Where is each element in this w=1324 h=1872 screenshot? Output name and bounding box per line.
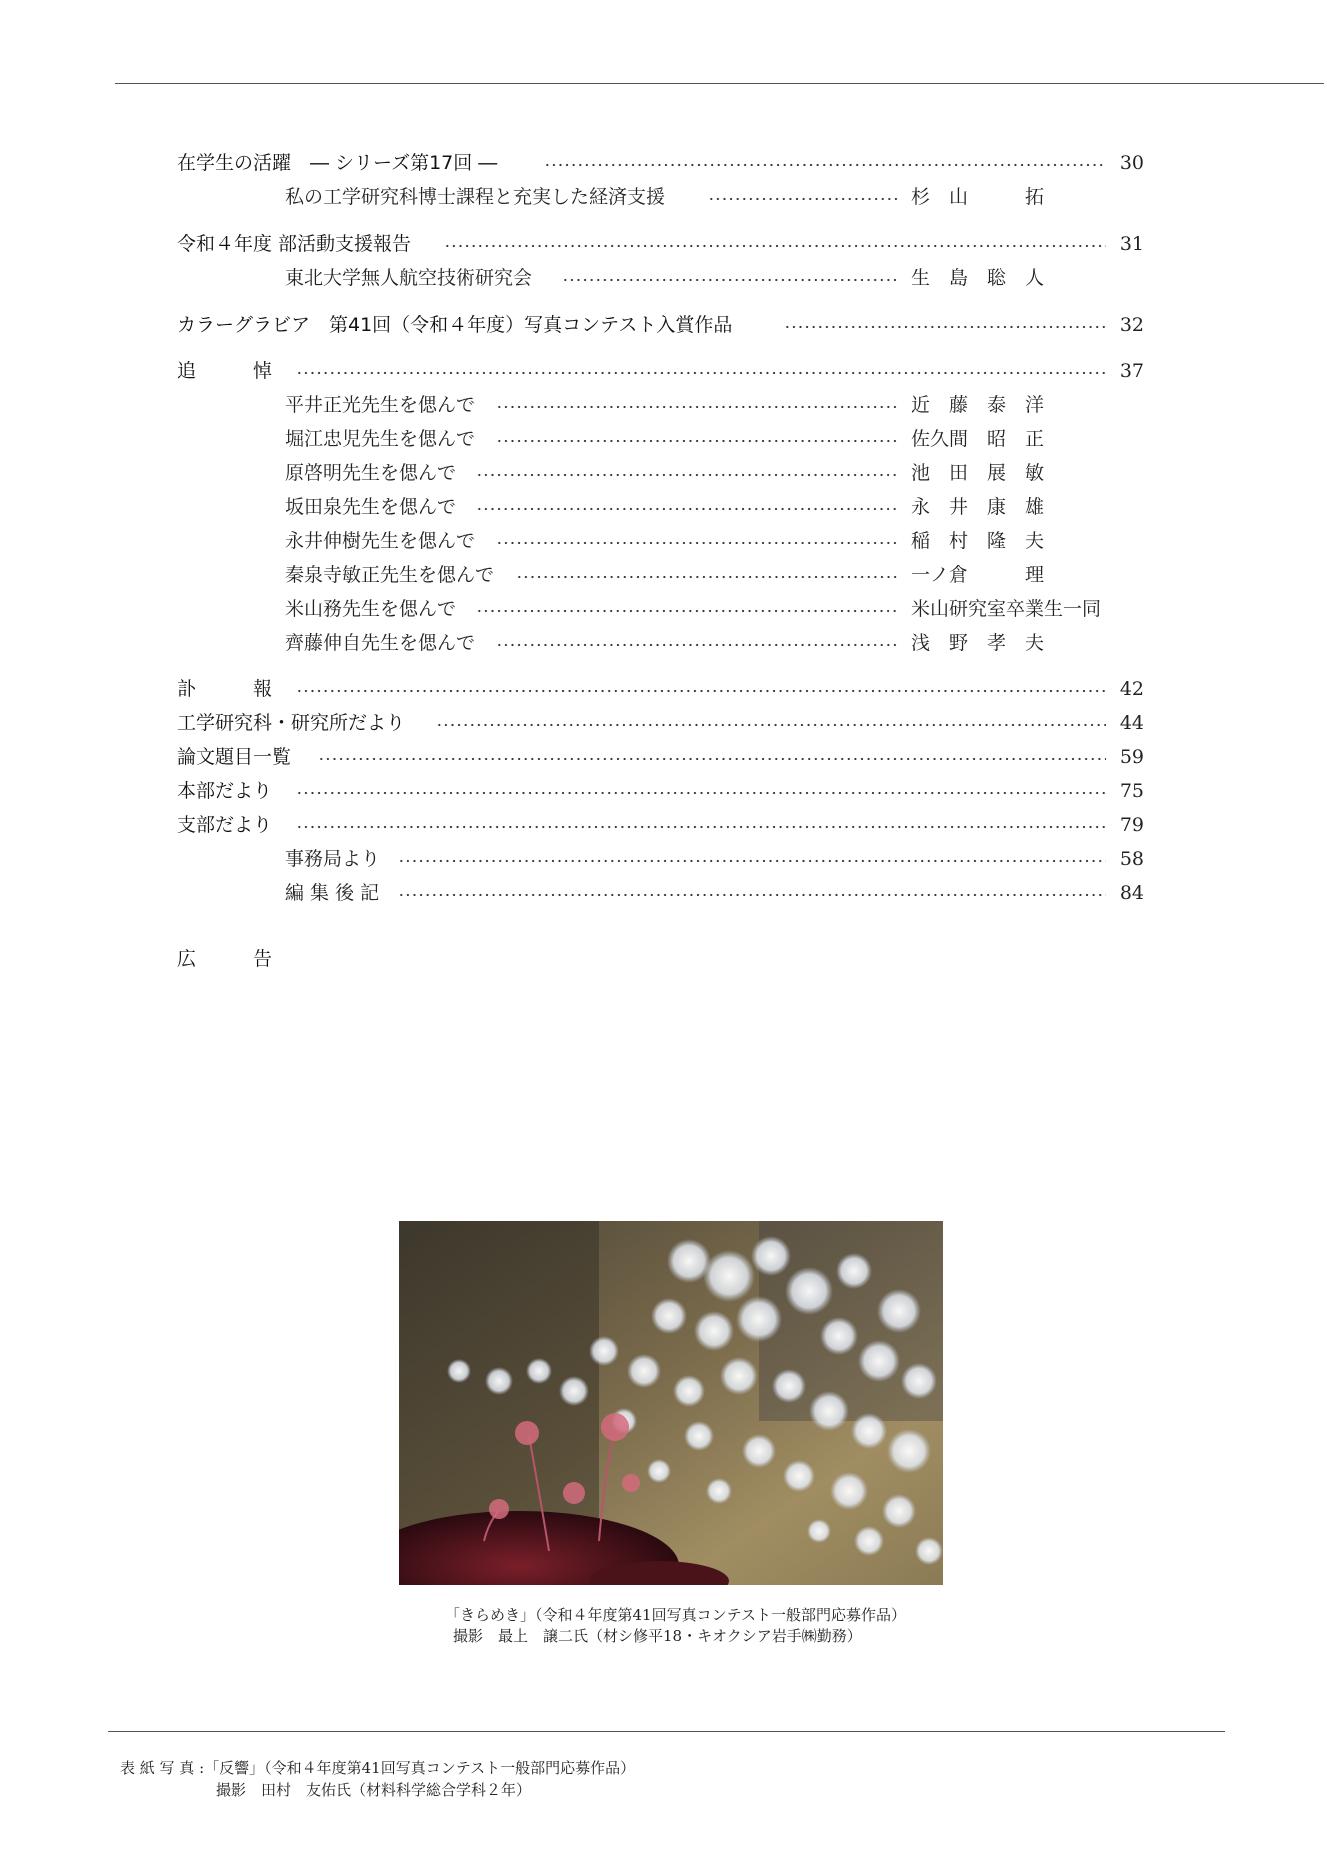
- toc-author: 生 島 聡 人: [911, 267, 1045, 289]
- bokeh-photo: [399, 1221, 943, 1585]
- toc-page: 30: [1119, 152, 1144, 174]
- toc-row-kokoku[interactable]: [0, 942, 1324, 976]
- toc-row-tsuito[interactable]: [0, 354, 1324, 388]
- leader-dots: [562, 261, 900, 295]
- toc-subtitle: 平井正光先生を偲んで: [285, 394, 476, 416]
- toc-author: 稲 村 隆 夫: [911, 530, 1045, 552]
- toc-row-fuho[interactable]: [0, 672, 1324, 706]
- toc-page: 58: [1119, 848, 1144, 870]
- toc-page: 79: [1119, 814, 1144, 836]
- toc-subtitle: 堀江忠児先生を偲んで: [285, 428, 476, 450]
- toc-row-zaigakusei[interactable]: [0, 146, 1324, 180]
- toc-page: 44: [1119, 712, 1144, 734]
- leader-dots: [296, 774, 1106, 808]
- toc-row-bukatsudo[interactable]: [0, 227, 1324, 261]
- leader-dots: [496, 422, 900, 456]
- toc-subrow-memorial[interactable]: [0, 558, 1324, 592]
- toc-author: 米山研究室卒業生一同: [911, 598, 1102, 620]
- toc-title: 支部だより: [177, 814, 273, 836]
- toc-subtitle: 永井伸樹先生を偲んで: [285, 530, 476, 552]
- toc-author: 杉 山 拓: [911, 186, 1045, 208]
- leader-dots: [398, 842, 1106, 876]
- toc-title: 事務局より: [285, 848, 381, 870]
- toc-title: 編 集 後 記: [285, 882, 380, 904]
- leader-dots: [318, 740, 1106, 774]
- toc-subtitle: 原啓明先生を偲んで: [285, 462, 457, 484]
- toc-subrow-memorial[interactable]: [0, 422, 1324, 456]
- leader-dots: [476, 456, 900, 490]
- cover-photo-credit: 撮影 田村 友佑氏（材料科学総合学科２年）: [216, 1781, 532, 1799]
- toc-author: 近 藤 泰 洋: [911, 394, 1045, 416]
- bokeh-photo-image: [399, 1221, 943, 1585]
- toc-subtitle: 秦泉寺敏正先生を偲んで: [285, 564, 495, 586]
- leader-dots: [436, 706, 1106, 740]
- leader-dots: [544, 146, 1106, 180]
- toc-subrow-memorial[interactable]: [0, 388, 1324, 422]
- leader-dots: [496, 524, 900, 558]
- leader-dots: [476, 490, 900, 524]
- toc-author: 浅 野 孝 夫: [911, 632, 1045, 654]
- leader-dots: [398, 876, 1106, 910]
- toc-subrow-zaigakusei[interactable]: [0, 180, 1324, 214]
- leader-dots: [444, 227, 1106, 261]
- toc-subrow-memorial[interactable]: [0, 626, 1324, 660]
- toc-subtitle: 東北大学無人航空技術研究会: [285, 267, 533, 289]
- leader-dots: [296, 672, 1106, 706]
- photo-caption-title: 「きらめき」（令和４年度第41回写真コンテスト一般部門応募作品）: [445, 1606, 906, 1624]
- toc-row-ronbun[interactable]: [0, 740, 1324, 774]
- toc-row-honbu[interactable]: [0, 774, 1324, 808]
- toc-row-shibu[interactable]: [0, 808, 1324, 842]
- toc-row-gravure[interactable]: [0, 308, 1324, 342]
- toc-row-jimukyoku[interactable]: [0, 842, 1324, 876]
- toc-title: 在学生の活躍 ― シリーズ第17回 ―: [177, 152, 498, 174]
- toc-subrow-memorial[interactable]: [0, 524, 1324, 558]
- toc-subrow-memorial[interactable]: [0, 456, 1324, 490]
- leader-dots: [784, 308, 1106, 342]
- leader-dots: [476, 592, 900, 626]
- toc-page: 37: [1119, 360, 1144, 382]
- toc-subtitle: 坂田泉先生を偲んで: [285, 496, 457, 518]
- top-rule: [115, 83, 1324, 84]
- toc-author: 一ノ倉 理: [911, 564, 1045, 586]
- toc-title: 本部だより: [177, 780, 273, 802]
- toc-title: 追 悼: [177, 360, 273, 382]
- leader-dots: [496, 626, 900, 660]
- toc-page: 32: [1119, 314, 1144, 336]
- toc-subrow-memorial[interactable]: [0, 490, 1324, 524]
- cover-photo-caption: 表 紙 写 真 :「反響」（令和４年度第41回写真コンテスト一般部門応募作品）: [120, 1759, 636, 1777]
- leader-dots: [496, 388, 900, 422]
- toc-subtitle: 米山務先生を偲んで: [285, 598, 457, 620]
- toc-author: 池 田 展 敏: [911, 462, 1045, 484]
- photo-caption-credit: 撮影 最上 譲二氏（材シ修平18・キオクシア岩手㈱勤務）: [453, 1627, 862, 1645]
- toc-subtitle: 齊藤伸自先生を偲んで: [285, 632, 476, 654]
- leader-dots: [296, 354, 1106, 388]
- toc-page: 84: [1119, 882, 1144, 904]
- toc-title: カラーグラビア 第41回（令和４年度）写真コンテスト入賞作品: [177, 314, 733, 336]
- toc-subtitle: 私の工学研究科博士課程と充実した経済支援: [285, 186, 666, 208]
- toc-page: 75: [1119, 780, 1144, 802]
- toc-title: 令和４年度 部活動支援報告: [177, 233, 412, 255]
- toc-subrow-memorial[interactable]: [0, 592, 1324, 626]
- toc-author: 佐久間 昭 正: [911, 428, 1045, 450]
- toc-page: 31: [1119, 233, 1144, 255]
- toc-author: 永 井 康 雄: [911, 496, 1045, 518]
- toc-title: 工学研究科・研究所だより: [177, 712, 406, 734]
- toc-page: 42: [1119, 678, 1144, 700]
- toc-row-henshu[interactable]: [0, 876, 1324, 910]
- bottom-rule: [108, 1731, 1225, 1732]
- toc-title: 訃 報: [177, 678, 273, 700]
- leader-dots: [296, 808, 1106, 842]
- toc-row-dayori[interactable]: [0, 706, 1324, 740]
- leader-dots: [516, 558, 900, 592]
- toc-page: 59: [1119, 746, 1144, 768]
- toc-title: 広 告: [177, 948, 273, 970]
- toc-title: 論文題目一覧: [177, 746, 292, 768]
- toc-subrow-bukatsudo[interactable]: [0, 261, 1324, 295]
- leader-dots: [708, 180, 900, 214]
